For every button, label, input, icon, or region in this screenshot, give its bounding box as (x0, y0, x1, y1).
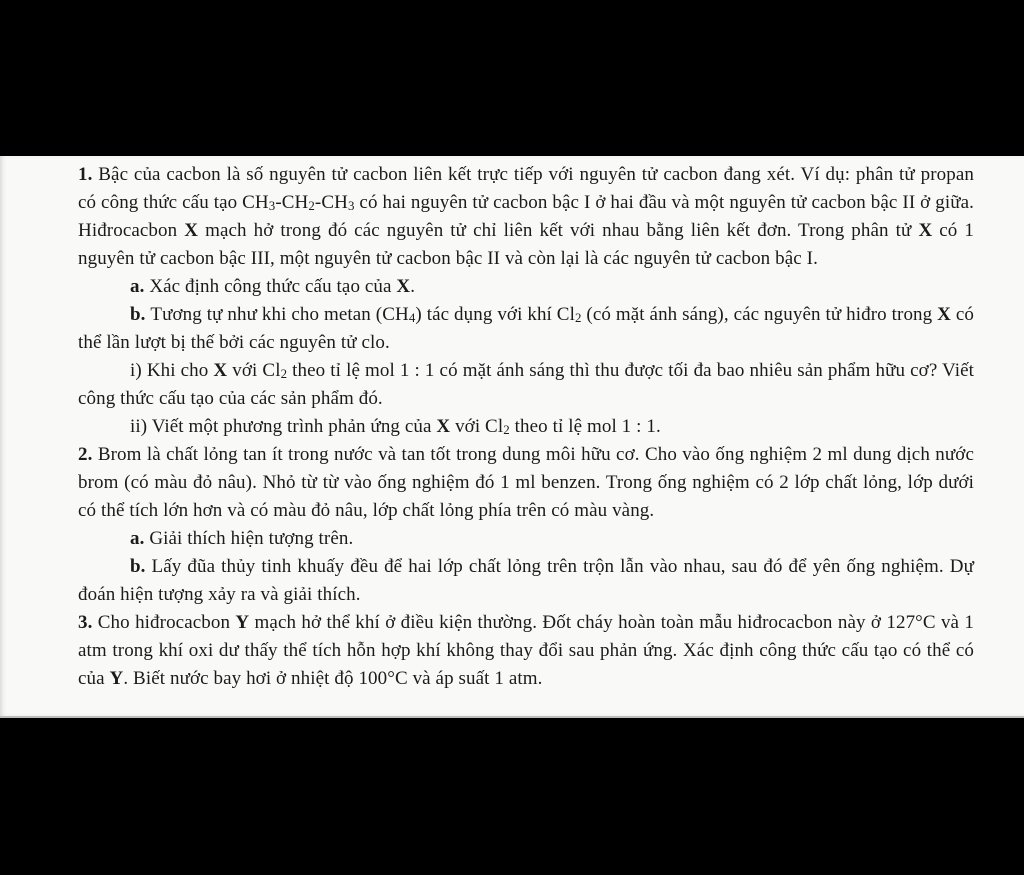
bold-text: a. (130, 528, 150, 549)
bold-text: 1. (78, 164, 99, 185)
body-text: ) tác dụng với khí Cl (415, 304, 575, 325)
bold-text: a. (130, 276, 150, 297)
body-text: . (410, 276, 416, 297)
body-text: (có mặt ánh sáng), các nguyên tử hiđro trong (581, 304, 938, 325)
body-text: với Cl (227, 360, 281, 381)
body-text: -CH (275, 192, 309, 213)
subscript-text: 2 (503, 422, 510, 438)
paragraph (78, 609, 974, 693)
body-text: mạch hở thể khí ở điều kiện thường. Đốt cháy hoàn toàn mẫu hiđrocacbon này ở 127°C và 1 atm trong khí oxi dư thấy thể tích hỗn hợp khí không thay đổi sau phản ứng. Xác định công thức cấu tạo có thể có của (78, 612, 975, 689)
paragraph (78, 357, 974, 413)
bold-text: Y (109, 668, 124, 689)
subscript-text: 4 (408, 310, 416, 326)
subscript-text: 3 (268, 198, 276, 214)
document-page (0, 156, 1024, 718)
paragraph (78, 525, 974, 553)
body-text: với Cl (450, 416, 504, 437)
bold-text: X (937, 304, 951, 325)
body-text: -CH (314, 192, 348, 213)
paragraph (78, 273, 974, 301)
body-text: có hai nguyên tử cacbon bậc I ở hai đầu và một nguyên tử cacbon bậc II ở giữa. Hiđrocacbon (78, 192, 974, 241)
body-text: ii) Viết một phương trình phản ứng của (130, 416, 437, 437)
body-text: i) Khi cho (130, 360, 214, 381)
bold-text: X (436, 416, 451, 437)
bold-text: X (918, 220, 933, 241)
bold-text: Y (235, 612, 250, 633)
paragraph (78, 553, 974, 609)
paragraph (78, 413, 974, 441)
subscript-text: 3 (347, 198, 355, 214)
body-text: Giải thích hiện tượng trên. (149, 528, 354, 549)
bold-text: X (213, 360, 228, 381)
body-text: Cho hiđrocacbon (97, 612, 236, 633)
bold-text: X (396, 276, 411, 297)
paragraph (78, 301, 974, 357)
body-text: Xác định công thức cấu tạo của (149, 276, 397, 297)
body-text: Tương tự như khi cho metan (CH (150, 304, 409, 325)
body-text: Bậc của cacbon là số nguyên tử cacbon liên kết trực tiếp với nguyên tử cacbon đang xét. Ví dụ: phân tử propan có công thức cấu tạo CH (78, 164, 974, 213)
letterbox-bottom (0, 718, 1024, 875)
subscript-text: 2 (280, 366, 288, 382)
bold-text: 2. (78, 444, 98, 465)
bold-text: X (184, 220, 199, 241)
paragraph (78, 441, 974, 525)
subscript-text: 2 (574, 310, 582, 326)
paragraph (78, 161, 974, 273)
body-text: có 1 nguyên tử cacbon bậc III, một nguyên tử cacbon bậc II và còn lại là các nguyên tử cacbon bậc I. (78, 220, 975, 269)
body-text: Lấy đũa thủy tinh khuấy đều để hai lớp chất lỏng trên trộn lẫn vào nhau, sau đó để yên ống nghiệm. Dự đoán hiện tượng xảy ra và giải thích. (78, 556, 974, 605)
body-text: . Biết nước bay hơi ở nhiệt độ 100°C và áp suất 1 atm. (123, 668, 543, 689)
letterbox-top (0, 0, 1024, 156)
subscript-text: 2 (308, 198, 315, 214)
body-text: có thể lần lượt bị thế bởi các nguyên tử clo. (78, 304, 974, 353)
body-text: Brom là chất lỏng tan ít trong nước và tan tốt trong dung môi hữu cơ. Cho vào ống nghiệm 2 ml dung dịch nước brom (có màu đỏ nâu). Nhỏ từ từ vào ống nghiệm đó 1 ml benzen. Trong ống nghiệm có 2 lớp chất lỏng, lớp dưới có thể tích lớn hơn và có màu đỏ nâu, lớp chất lỏng phía trên có màu vàng. (78, 444, 974, 521)
body-text: theo tỉ lệ mol 1 : 1 có mặt ánh sáng thì thu được tối đa bao nhiêu sản phẩm hữu cơ? Viết công thức cấu tạo của các sản phẩm đó. (78, 360, 974, 409)
body-text: theo tỉ lệ mol 1 : 1. (509, 416, 661, 437)
bold-text: b. (130, 304, 151, 325)
body-text: mạch hở trong đó các nguyên tử chỉ liên kết với nhau bằng liên kết đơn. Trong phân tử (198, 220, 919, 241)
bold-text: 3. (78, 612, 98, 633)
bold-text: b. (130, 556, 152, 577)
